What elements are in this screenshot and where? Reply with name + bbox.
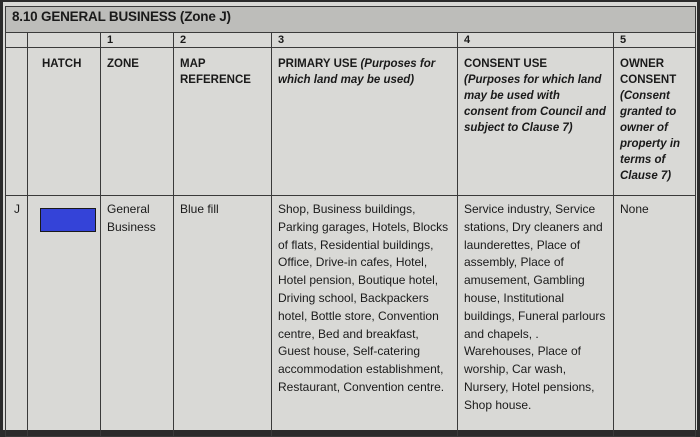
header-map-reference: MAP REFERENCE bbox=[174, 48, 272, 196]
header-zone: ZONE bbox=[101, 48, 174, 196]
header-consent-use bbox=[458, 48, 614, 196]
table-title: 8.10 GENERAL BUSINESS (Zone J) bbox=[6, 7, 696, 33]
header-primary-use-label: PRIMARY USE bbox=[278, 58, 358, 70]
empty-cell bbox=[6, 33, 28, 48]
map-reference-cell: Blue fill bbox=[174, 196, 272, 437]
header-primary-use-note: (Purposes for which land may be used) bbox=[278, 58, 436, 86]
owner-consent-cell: None bbox=[614, 196, 696, 437]
empty-cell bbox=[28, 33, 101, 48]
header-row bbox=[6, 48, 696, 196]
document-page bbox=[3, 2, 697, 430]
consent-use-cell: Service industry, Service stations, Dry cleaners and launderettes, Place of assembly, Place of amusement, Gambling house, Institutional buildings, Funeral parlours and chapels, . Warehouses, Place of worship, Car wash, Nursery, Hotel pensions, Shop house. bbox=[458, 196, 614, 437]
column-number: 4 bbox=[458, 33, 614, 48]
hatch-cell bbox=[28, 196, 101, 437]
table-row bbox=[6, 196, 696, 437]
header-owner-consent bbox=[614, 48, 696, 196]
table-title-row bbox=[6, 7, 696, 33]
hatch-swatch bbox=[40, 208, 96, 232]
header-hatch: HATCH bbox=[28, 48, 101, 196]
header-consent-use-label: CONSENT USE bbox=[464, 58, 548, 70]
column-number-row bbox=[6, 33, 696, 48]
primary-use-cell: Shop, Business buildings, Parking garages, Hotels, Blocks of flats, Residential buildings, Office, Drive-in cafes, Hotel, Hotel pension, Boutique hotel, Driving school, Backpackers hotel, Bottle store, Convention centre, Bed and breakfast, Guest house, Self-catering accommodation establishment, Restaurant, Convention centre. bbox=[272, 196, 458, 437]
header-owner-consent-note: (Consent granted to owner of property in terms of Clause 7) bbox=[620, 90, 681, 182]
zone-cell: General Business bbox=[101, 196, 174, 437]
column-number: 3 bbox=[272, 33, 458, 48]
empty-cell bbox=[6, 48, 28, 196]
header-owner-consent-label: OWNER CONSENT bbox=[620, 58, 677, 86]
header-consent-use-note: (Purposes for which land may be used with consent from Council and subject to Clause 7) bbox=[464, 74, 606, 134]
column-number: 2 bbox=[174, 33, 272, 48]
header-primary-use bbox=[272, 48, 458, 196]
zoning-table bbox=[5, 6, 696, 437]
row-code: J bbox=[6, 196, 28, 437]
column-number: 5 bbox=[614, 33, 696, 48]
column-number: 1 bbox=[101, 33, 174, 48]
